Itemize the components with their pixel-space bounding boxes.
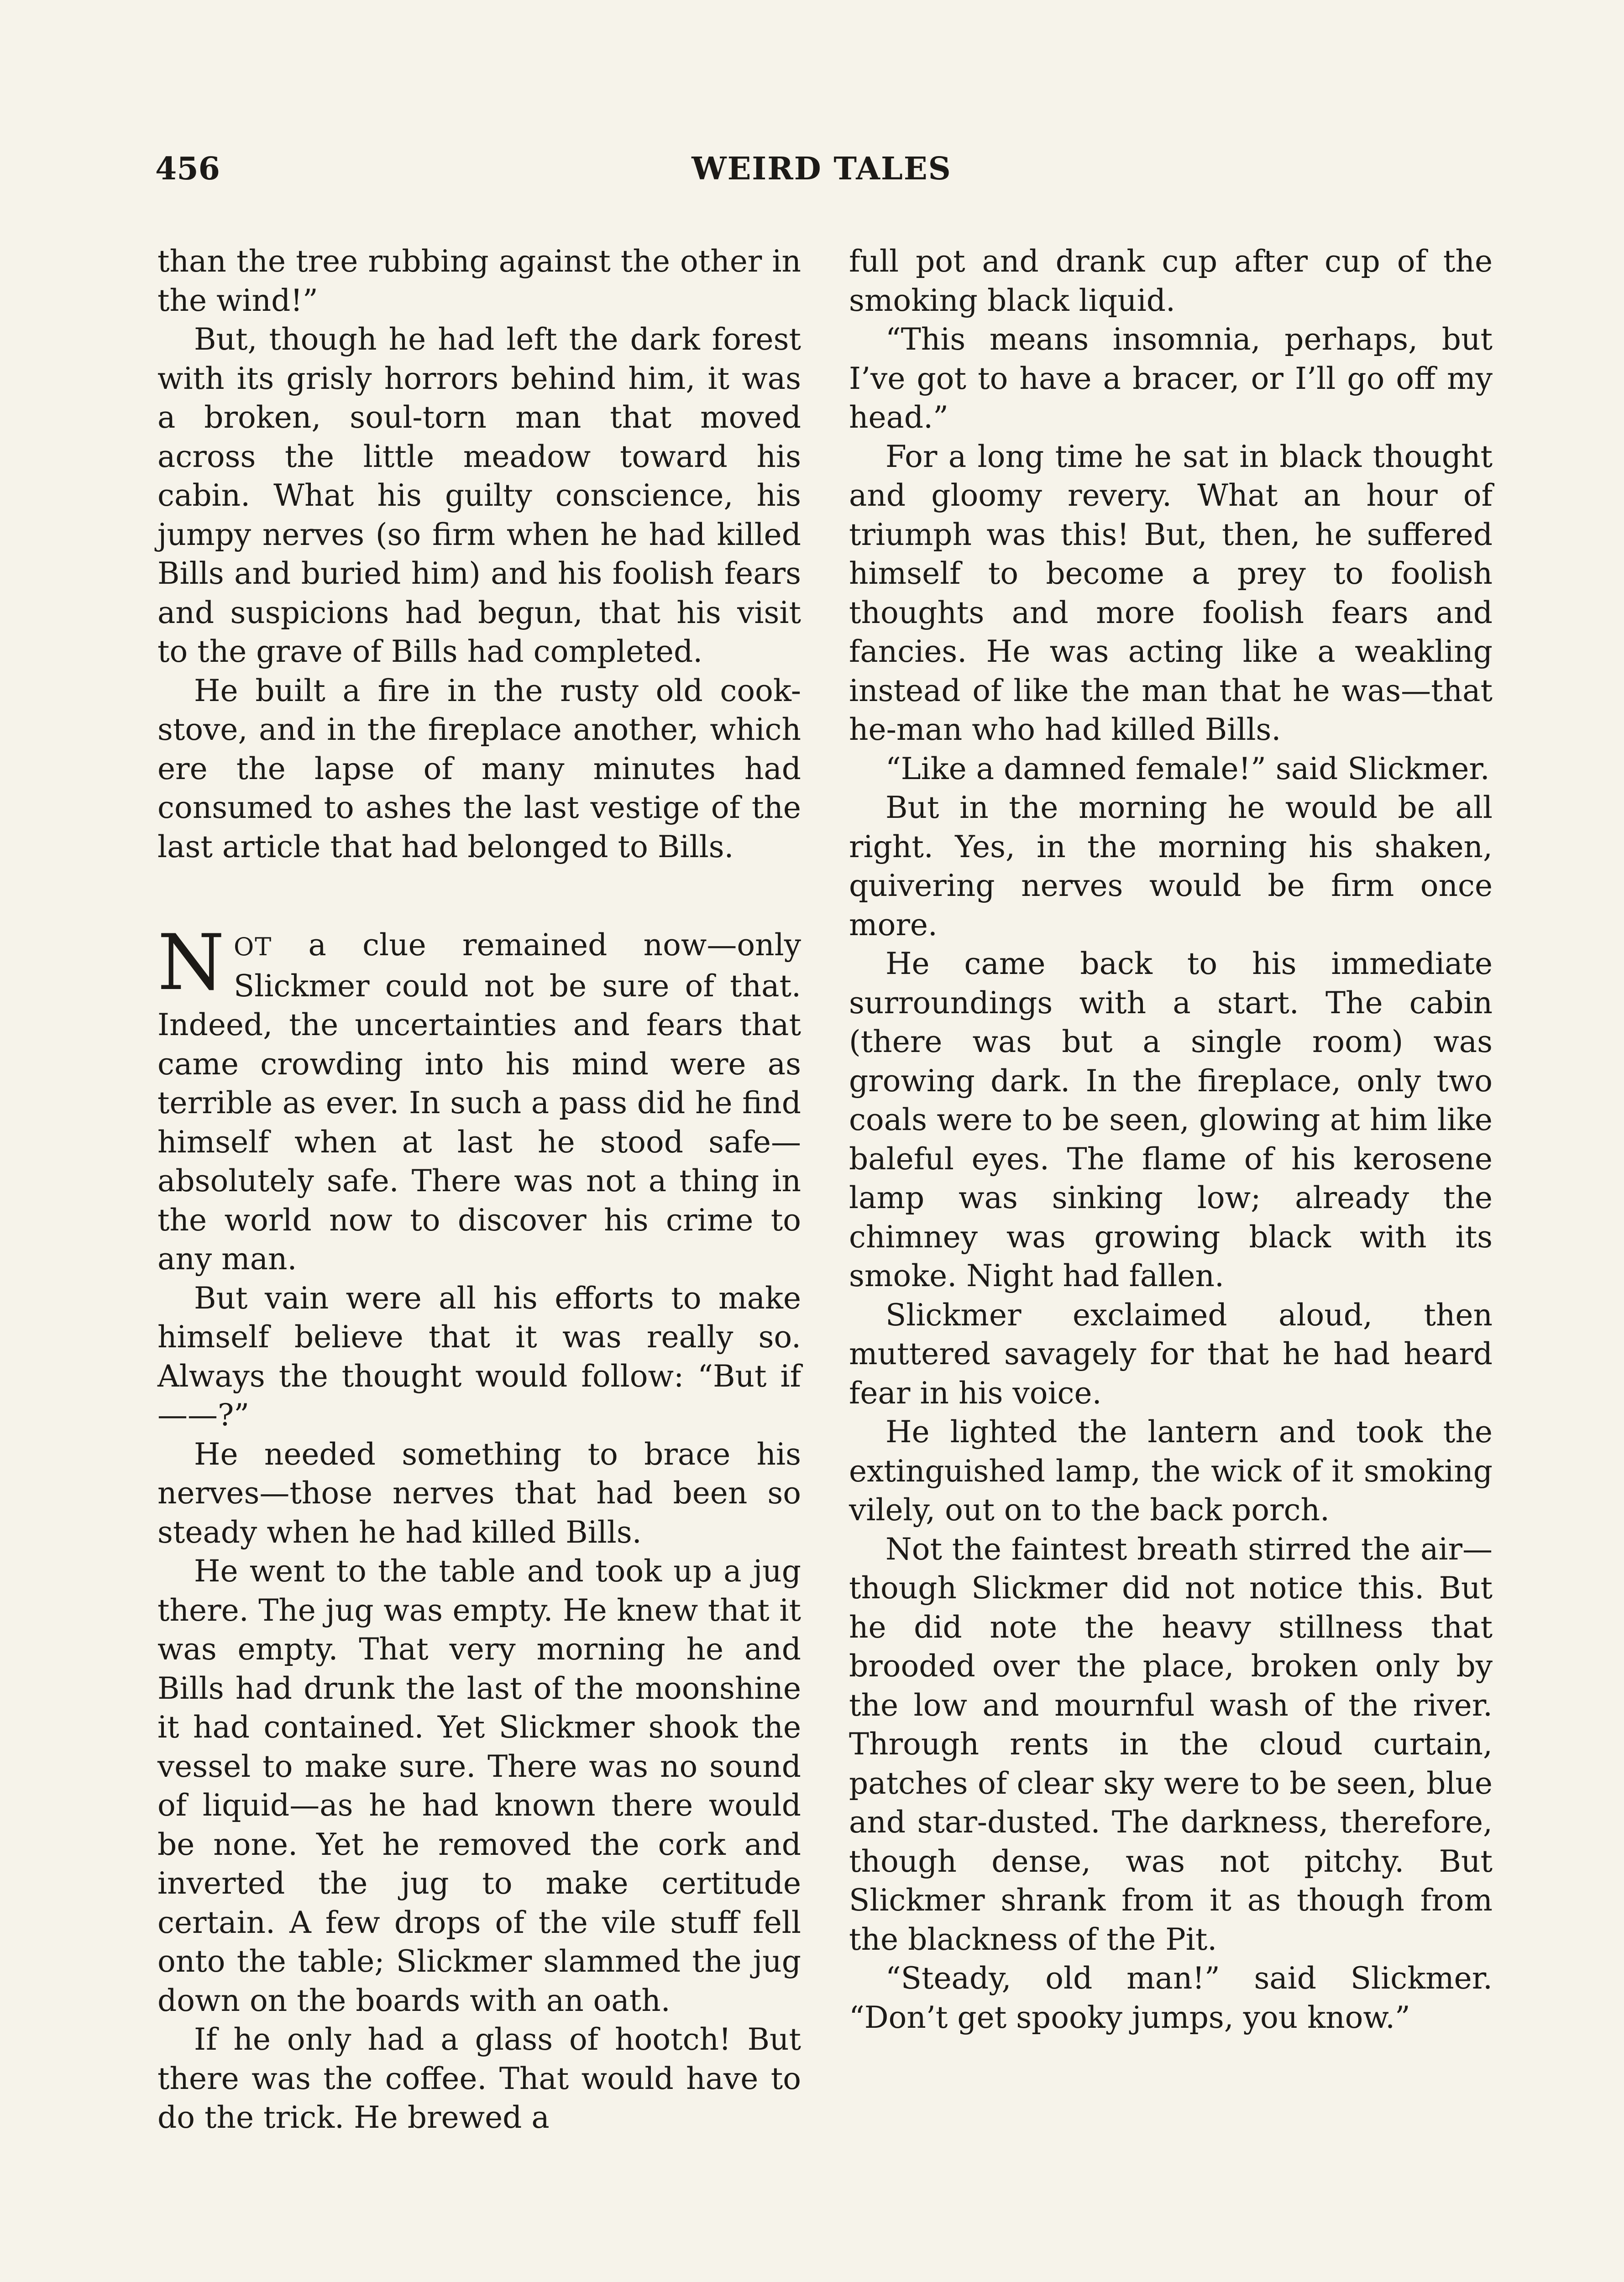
- paragraph: He came back to his immediate surroundings with a start. The cabin (there was but a single room) was growing dark. In the fireplace, only two coals were to be seen, glowing at him like baleful eyes. The flame of his kerosene lamp was sinking low; already the chimney was growing black with its smoke. Night had fallen.: [849, 946, 1493, 1293]
- paragraph: If he only had a glass of hootch! But there was the coffee. That would have to do the trick. He brewed a: [157, 2022, 801, 2135]
- paragraph: “Steady, old man!” said Slickmer. “Don’t get spooky jumps, you know.”: [849, 1961, 1493, 2035]
- running-head: WEIRD TALES: [692, 151, 952, 187]
- right-column: [849, 242, 1493, 2037]
- paragraph: “This means insomnia, perhaps, but I’ve got to have a bracer, or I’ll go off my head.”: [849, 322, 1493, 435]
- paragraph: But vain were all his efforts to make himself believe that it was really so. Always the thought would follow: “But if——?”: [157, 1280, 801, 1433]
- paragraph: He went to the table and took up a jug there. The jug was empty. He knew that it was empty. That very morning he and Bills had drunk the last of the moonshine it had contained. Yet Slickmer shook the vessel to make sure. There was no sound of liquid—as he had known there would be none. Yet he removed the cork and inverted the jug to make certitude certain. A few drops of the vile stuff fell onto the table; Slickmer slammed the jug down on the boards with an oath.: [157, 1554, 801, 2018]
- paragraph: Not the faintest breath stirred the air—though Slickmer did not notice this. But he did note the heavy stillness that brooded over the place, broken only by the low and mournful wash of the river. Through rents in the cloud curtain, patches of clear sky were to be seen, blue and star-dusted. The darkness, therefore, though dense, was not pitchy. But Slickmer shrank from it as though from the blackness of the Pit.: [849, 1531, 1493, 1957]
- paragraph: full pot and drank cup after cup of the smoking black liquid.: [849, 244, 1493, 318]
- paragraph-text: a clue remained now—only Slickmer could not be sure of that. Indeed, the uncertainties and fears that came crowding into his mind were as terrible as ever. In such a pass did he find himself when at last he stood safe—absolutely safe. There was not a thing in the world now to discover his crime to any man.: [157, 927, 801, 1277]
- paragraph: He lighted the lantern and took the extinguished lamp, the wick of it smoking vilely, out on to the back porch.: [849, 1414, 1493, 1528]
- left-column: [157, 242, 801, 2137]
- small-caps-lead: OT: [234, 932, 272, 961]
- paragraph: He needed something to brace his nerves—those nerves that had been so steady when he had killed Bills.: [157, 1436, 801, 1550]
- section-opening-paragraph: [157, 918, 801, 1279]
- paragraph: He built a fire in the rusty old cook-stove, and in the fireplace another, which ere the lapse of many minutes had consumed to ashes the last vestige of the last article that had belonged to Bills.: [157, 673, 801, 864]
- page-header: [155, 151, 1488, 201]
- paragraph: For a long time he sat in black thought and gloomy revery. What an hour of triumph was this! But, then, he suffered himself to become a prey to foolish thoughts and more foolish fears and fancies. He was acting like a weakling instead of like the man that he was—that he-man who had killed Bills.: [849, 439, 1493, 747]
- drop-cap: N: [157, 918, 225, 1007]
- paragraph: Slickmer exclaimed aloud, then muttered savagely for that he had heard fear in his voice.: [849, 1297, 1493, 1411]
- paragraph: than the tree rubbing against the other in the wind!”: [157, 244, 801, 318]
- page-number: 456: [155, 151, 220, 187]
- paragraph: But in the morning he would be all right. Yes, in the morning his shaken, quivering nerves would be firm once more.: [849, 790, 1493, 942]
- paragraph: But, though he had left the dark forest with its grisly horrors behind him, it was a broken, soul-torn man that moved across the little meadow toward his cabin. What his guilty conscience, his jumpy nerves (so firm when he had killed Bills and buried him) and his foolish fears and suspicions had begun, that his visit to the grave of Bills had completed.: [157, 322, 801, 669]
- paragraph: “Like a damned female!” said Slickmer.: [885, 751, 1490, 786]
